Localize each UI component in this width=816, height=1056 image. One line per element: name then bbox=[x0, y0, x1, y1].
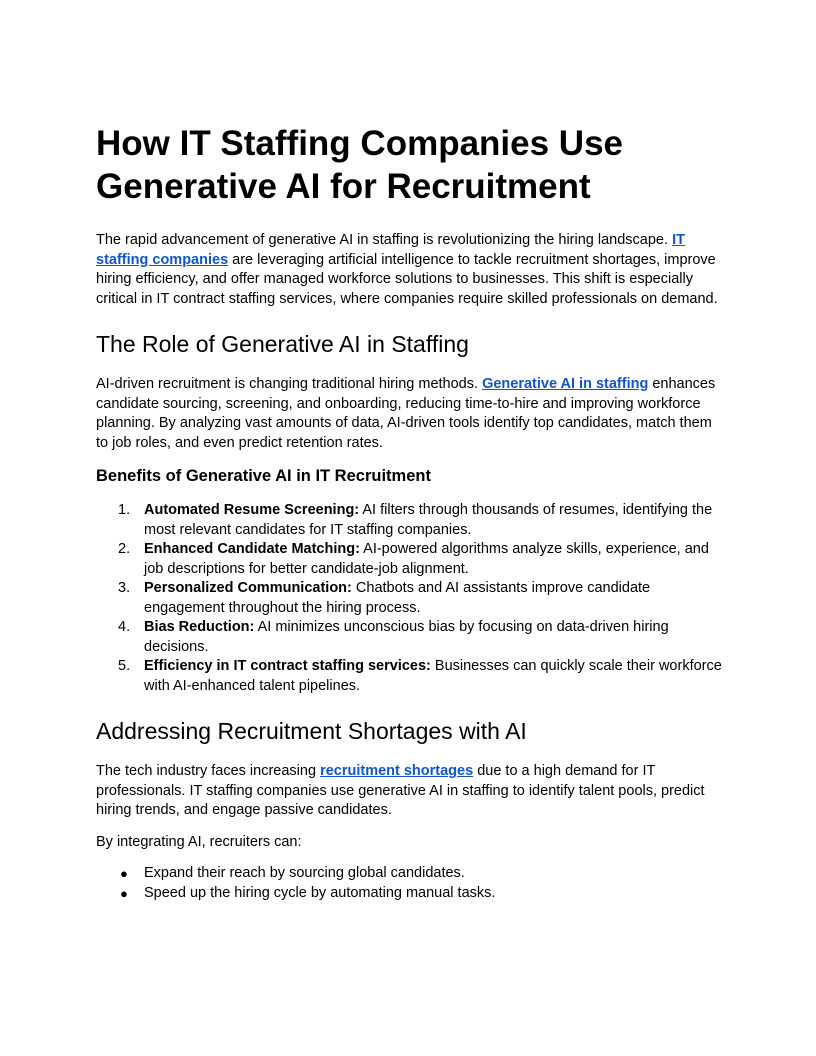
role-text-end: enhances candidate sourcing, screening, and onboarding, reducing time-to-hire and improving workforce planning. By analyzing vast amounts of data, AI-driven tools identify top candidates, match them to job roles, and even predict retention rates. bbox=[96, 376, 716, 451]
role-text-start: AI-driven recruitment is changing traditional hiring methods. bbox=[96, 376, 483, 392]
list-item bbox=[96, 864, 724, 884]
bullet-icon: ● bbox=[120, 866, 128, 881]
list-item bbox=[96, 540, 724, 579]
recruiter-bullets bbox=[96, 864, 724, 903]
list-number: 2. bbox=[118, 541, 131, 557]
list-number: 3. bbox=[118, 580, 131, 596]
intro-text-start: The rapid advancement of generative AI in staffing is revolutionizing the hiring landscape. bbox=[96, 232, 673, 248]
generative-ai-in-staffing-link[interactable]: Generative AI in staffing bbox=[482, 376, 649, 392]
list-item bbox=[96, 884, 724, 904]
list-item-text: Businesses can quickly scale their workforce with AI-enhanced talent pipelines. bbox=[144, 658, 722, 694]
list-item-text: AI-powered algorithms analyze skills, experience, and job descriptions for better candidate-job alignment. bbox=[144, 541, 709, 577]
list-item-term: Automated Resume Screening: bbox=[144, 502, 360, 518]
list-item-term: Personalized Communication: bbox=[144, 580, 352, 596]
section-heading-shortages: Addressing Recruitment Shortages with AI bbox=[96, 718, 527, 744]
list-number: 1. bbox=[118, 502, 131, 518]
recruitment-shortages-link[interactable]: recruitment shortages bbox=[320, 763, 474, 779]
benefits-list bbox=[96, 501, 724, 696]
list-number: 4. bbox=[118, 619, 131, 635]
document-title: How IT Staffing Companies Use Generative AI for Recruitment bbox=[96, 124, 623, 206]
list-item-text: Expand their reach by sourcing global candidates. bbox=[144, 865, 465, 881]
lead-in-paragraph: By integrating AI, recruiters can: bbox=[96, 833, 302, 850]
list-item bbox=[96, 657, 724, 696]
document-page bbox=[96, 122, 724, 915]
shortages-text-start: The tech industry faces increasing bbox=[96, 763, 321, 779]
subheading-benefits: Benefits of Generative AI in IT Recruitment bbox=[96, 467, 431, 485]
list-item-text: Chatbots and AI assistants improve candidate engagement throughout the hiring process. bbox=[144, 580, 651, 616]
it-staffing-companies-link[interactable]: IT staffing companies bbox=[96, 232, 685, 268]
list-item-term: Bias Reduction: bbox=[144, 619, 255, 635]
intro-text-end: are leveraging artificial intelligence to tackle recruitment shortages, improve hiring efficiency, and offer managed workforce solutions to businesses. This shift is especially critical in IT contract staffing services, where companies require skilled professionals on demand. bbox=[96, 251, 718, 307]
list-item-text: AI filters through thousands of resumes, identifying the most relevant candidates for IT staffing companies. bbox=[144, 502, 713, 538]
list-item bbox=[96, 618, 724, 657]
list-item-term: Efficiency in IT contract staffing services: bbox=[144, 658, 431, 674]
shortages-text-end: due to a high demand for IT professionals. IT staffing companies use generative AI in staffing to identify talent pools, predict hiring trends, and engage passive candidates. bbox=[96, 763, 705, 818]
list-item-term: Enhanced Candidate Matching: bbox=[144, 541, 360, 557]
bullet-icon: ● bbox=[120, 885, 128, 901]
list-item-text: Speed up the hiring cycle by automating manual tasks. bbox=[144, 884, 496, 901]
list-item bbox=[96, 579, 724, 618]
shortages-paragraph bbox=[96, 762, 724, 821]
list-number: 5. bbox=[118, 658, 131, 674]
intro-paragraph bbox=[96, 231, 724, 309]
list-item-text: AI minimizes unconscious bias by focusing on data-driven hiring decisions. bbox=[144, 619, 669, 655]
role-paragraph bbox=[96, 375, 724, 453]
list-item bbox=[96, 501, 724, 540]
section-heading-role: The Role of Generative AI in Staffing bbox=[96, 331, 469, 357]
